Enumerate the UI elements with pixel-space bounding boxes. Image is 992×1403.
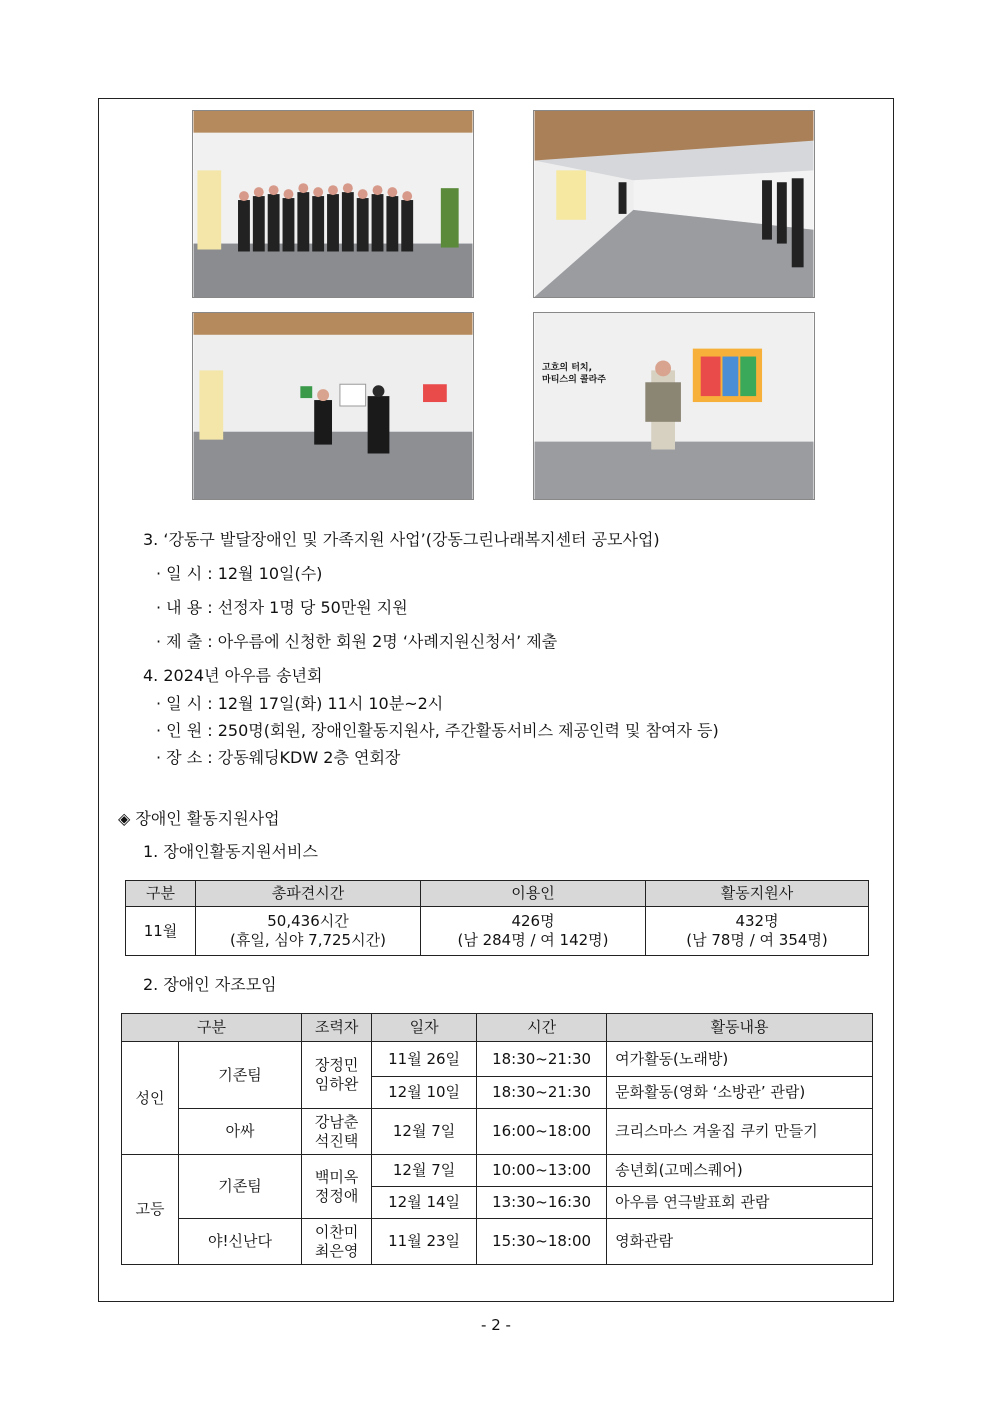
- t2-time: 18:30~21:30: [477, 1042, 607, 1077]
- t2-time: 15:30~18:00: [477, 1219, 607, 1265]
- sub1-title: 1. 장애인활동지원서비스: [143, 842, 318, 861]
- t1-header-hours: 총파견시간: [196, 881, 421, 907]
- sub2-title: 2. 장애인 자조모임: [143, 975, 277, 994]
- t2-header-time: 시간: [477, 1014, 607, 1042]
- t2-helper-a1: 장정민: [314, 1056, 359, 1074]
- t2-team-existing-high: 기존팀: [179, 1155, 302, 1219]
- t1-hours-total: 50,436시간: [267, 912, 349, 930]
- photo-speaker: [533, 312, 815, 500]
- t2-date: 12월 14일: [372, 1187, 477, 1219]
- t2-helper-cell-b: [302, 1109, 372, 1155]
- t1-users-detail: (남 284명 / 여 142명): [457, 931, 609, 949]
- t1-month: 11월: [126, 907, 196, 956]
- t2-team-yasin: 야!신난다: [179, 1219, 302, 1265]
- t1-hours-cell: [196, 907, 421, 956]
- t2-activity: 문화활동(영화 ‘소방관’ 관람): [607, 1077, 873, 1109]
- t2-activity: 여가활동(노래방): [607, 1042, 873, 1077]
- t2-helper-a2: 임하완: [314, 1075, 359, 1093]
- section-heading: ◈ 장애인 활동지원사업: [118, 809, 280, 828]
- section4-date: · 일 시 : 12월 17일(화) 11시 10분~2시: [156, 694, 444, 713]
- photo-sign-line1: 고흐의 터치,: [542, 363, 593, 373]
- t2-date: 12월 10일: [372, 1077, 477, 1109]
- section3-date: · 일 시 : 12월 10일(수): [156, 564, 323, 583]
- t2-time: 16:00~18:00: [477, 1109, 607, 1155]
- section3-content: · 내 용 : 선정자 1명 당 50만원 지원: [156, 598, 408, 617]
- t1-header-helpers: 활동지원사: [646, 881, 869, 907]
- t2-header-date: 일자: [372, 1014, 477, 1042]
- t2-helper-cell-d: [302, 1219, 372, 1265]
- t2-time: 13:30~16:30: [477, 1187, 607, 1219]
- section4-title: 4. 2024년 아우름 송년회: [143, 666, 323, 685]
- t1-helpers-detail: (남 78명 / 여 354명): [686, 931, 828, 949]
- t2-helper-cell-c: [302, 1155, 372, 1219]
- t2-date: 12월 7일: [372, 1155, 477, 1187]
- t1-users-cell: [421, 907, 646, 956]
- activity-support-table: [125, 880, 869, 956]
- t2-helper-c2: 정정애: [314, 1186, 359, 1205]
- t2-time: 10:00~13:00: [477, 1155, 607, 1187]
- t2-activity: 영화관람: [607, 1219, 873, 1265]
- t2-team-existing-adult: 기존팀: [179, 1042, 302, 1109]
- t2-time: 18:30~21:30: [477, 1077, 607, 1109]
- t2-header-category: 구분: [122, 1014, 302, 1042]
- t1-helpers-cell: [646, 907, 869, 956]
- photo-hallway: [533, 110, 815, 298]
- t2-activity: 아우름 연극발표회 관람: [607, 1187, 873, 1219]
- t1-helpers-total: 432명: [735, 912, 779, 930]
- t2-helper-b1: 강남춘: [314, 1112, 359, 1131]
- t2-helper-d2: 최은영: [314, 1241, 359, 1260]
- t2-helper-cell-a: [302, 1042, 372, 1109]
- t2-activity: 크리스마스 겨울집 쿠키 만들기: [607, 1109, 873, 1155]
- t2-date: 11월 23일: [372, 1219, 477, 1265]
- section4-place: · 장 소 : 강동웨딩KDW 2층 연회장: [156, 748, 401, 767]
- t2-group-high: 고등: [122, 1155, 179, 1265]
- t2-header-activity: 활동내용: [607, 1014, 873, 1042]
- t2-date: 12월 7일: [372, 1109, 477, 1155]
- page-number: - 2 -: [481, 1316, 511, 1334]
- t2-date: 11월 26일: [372, 1042, 477, 1077]
- section4-people: · 인 원 : 250명(회원, 장애인활동지원사, 주간활동서비스 제공인력 및 참여자 등): [156, 721, 719, 740]
- photo-sign-line2: 마티스의 콜라주: [542, 375, 606, 385]
- t1-header-users: 이용인: [421, 881, 646, 907]
- t1-header-category: 구분: [126, 881, 196, 907]
- t2-team-assa: 아싸: [179, 1109, 302, 1155]
- t2-helper-d1: 이찬미: [314, 1222, 359, 1241]
- t1-users-total: 426명: [511, 912, 555, 930]
- t2-helper-b2: 석진택: [314, 1131, 359, 1150]
- photo-handshake: [192, 312, 474, 500]
- section3-title: 3. ‘강동구 발달장애인 및 가족지원 사업’(강동그린나래복지센터 공모사업): [143, 530, 660, 549]
- t2-group-adult: 성인: [122, 1042, 179, 1155]
- t2-header-helper: 조력자: [302, 1014, 372, 1042]
- t1-hours-detail: (휴일, 심야 7,725시간): [230, 931, 386, 949]
- section3-submit: · 제 출 : 아우름에 신청한 회원 2명 ‘사례지원신청서’ 제출: [156, 632, 558, 651]
- self-help-table: [121, 1013, 873, 1265]
- t2-helper-c1: 백미옥: [314, 1167, 359, 1186]
- t2-activity: 송년회(고메스퀘어): [607, 1155, 873, 1187]
- photo-group: [192, 110, 474, 298]
